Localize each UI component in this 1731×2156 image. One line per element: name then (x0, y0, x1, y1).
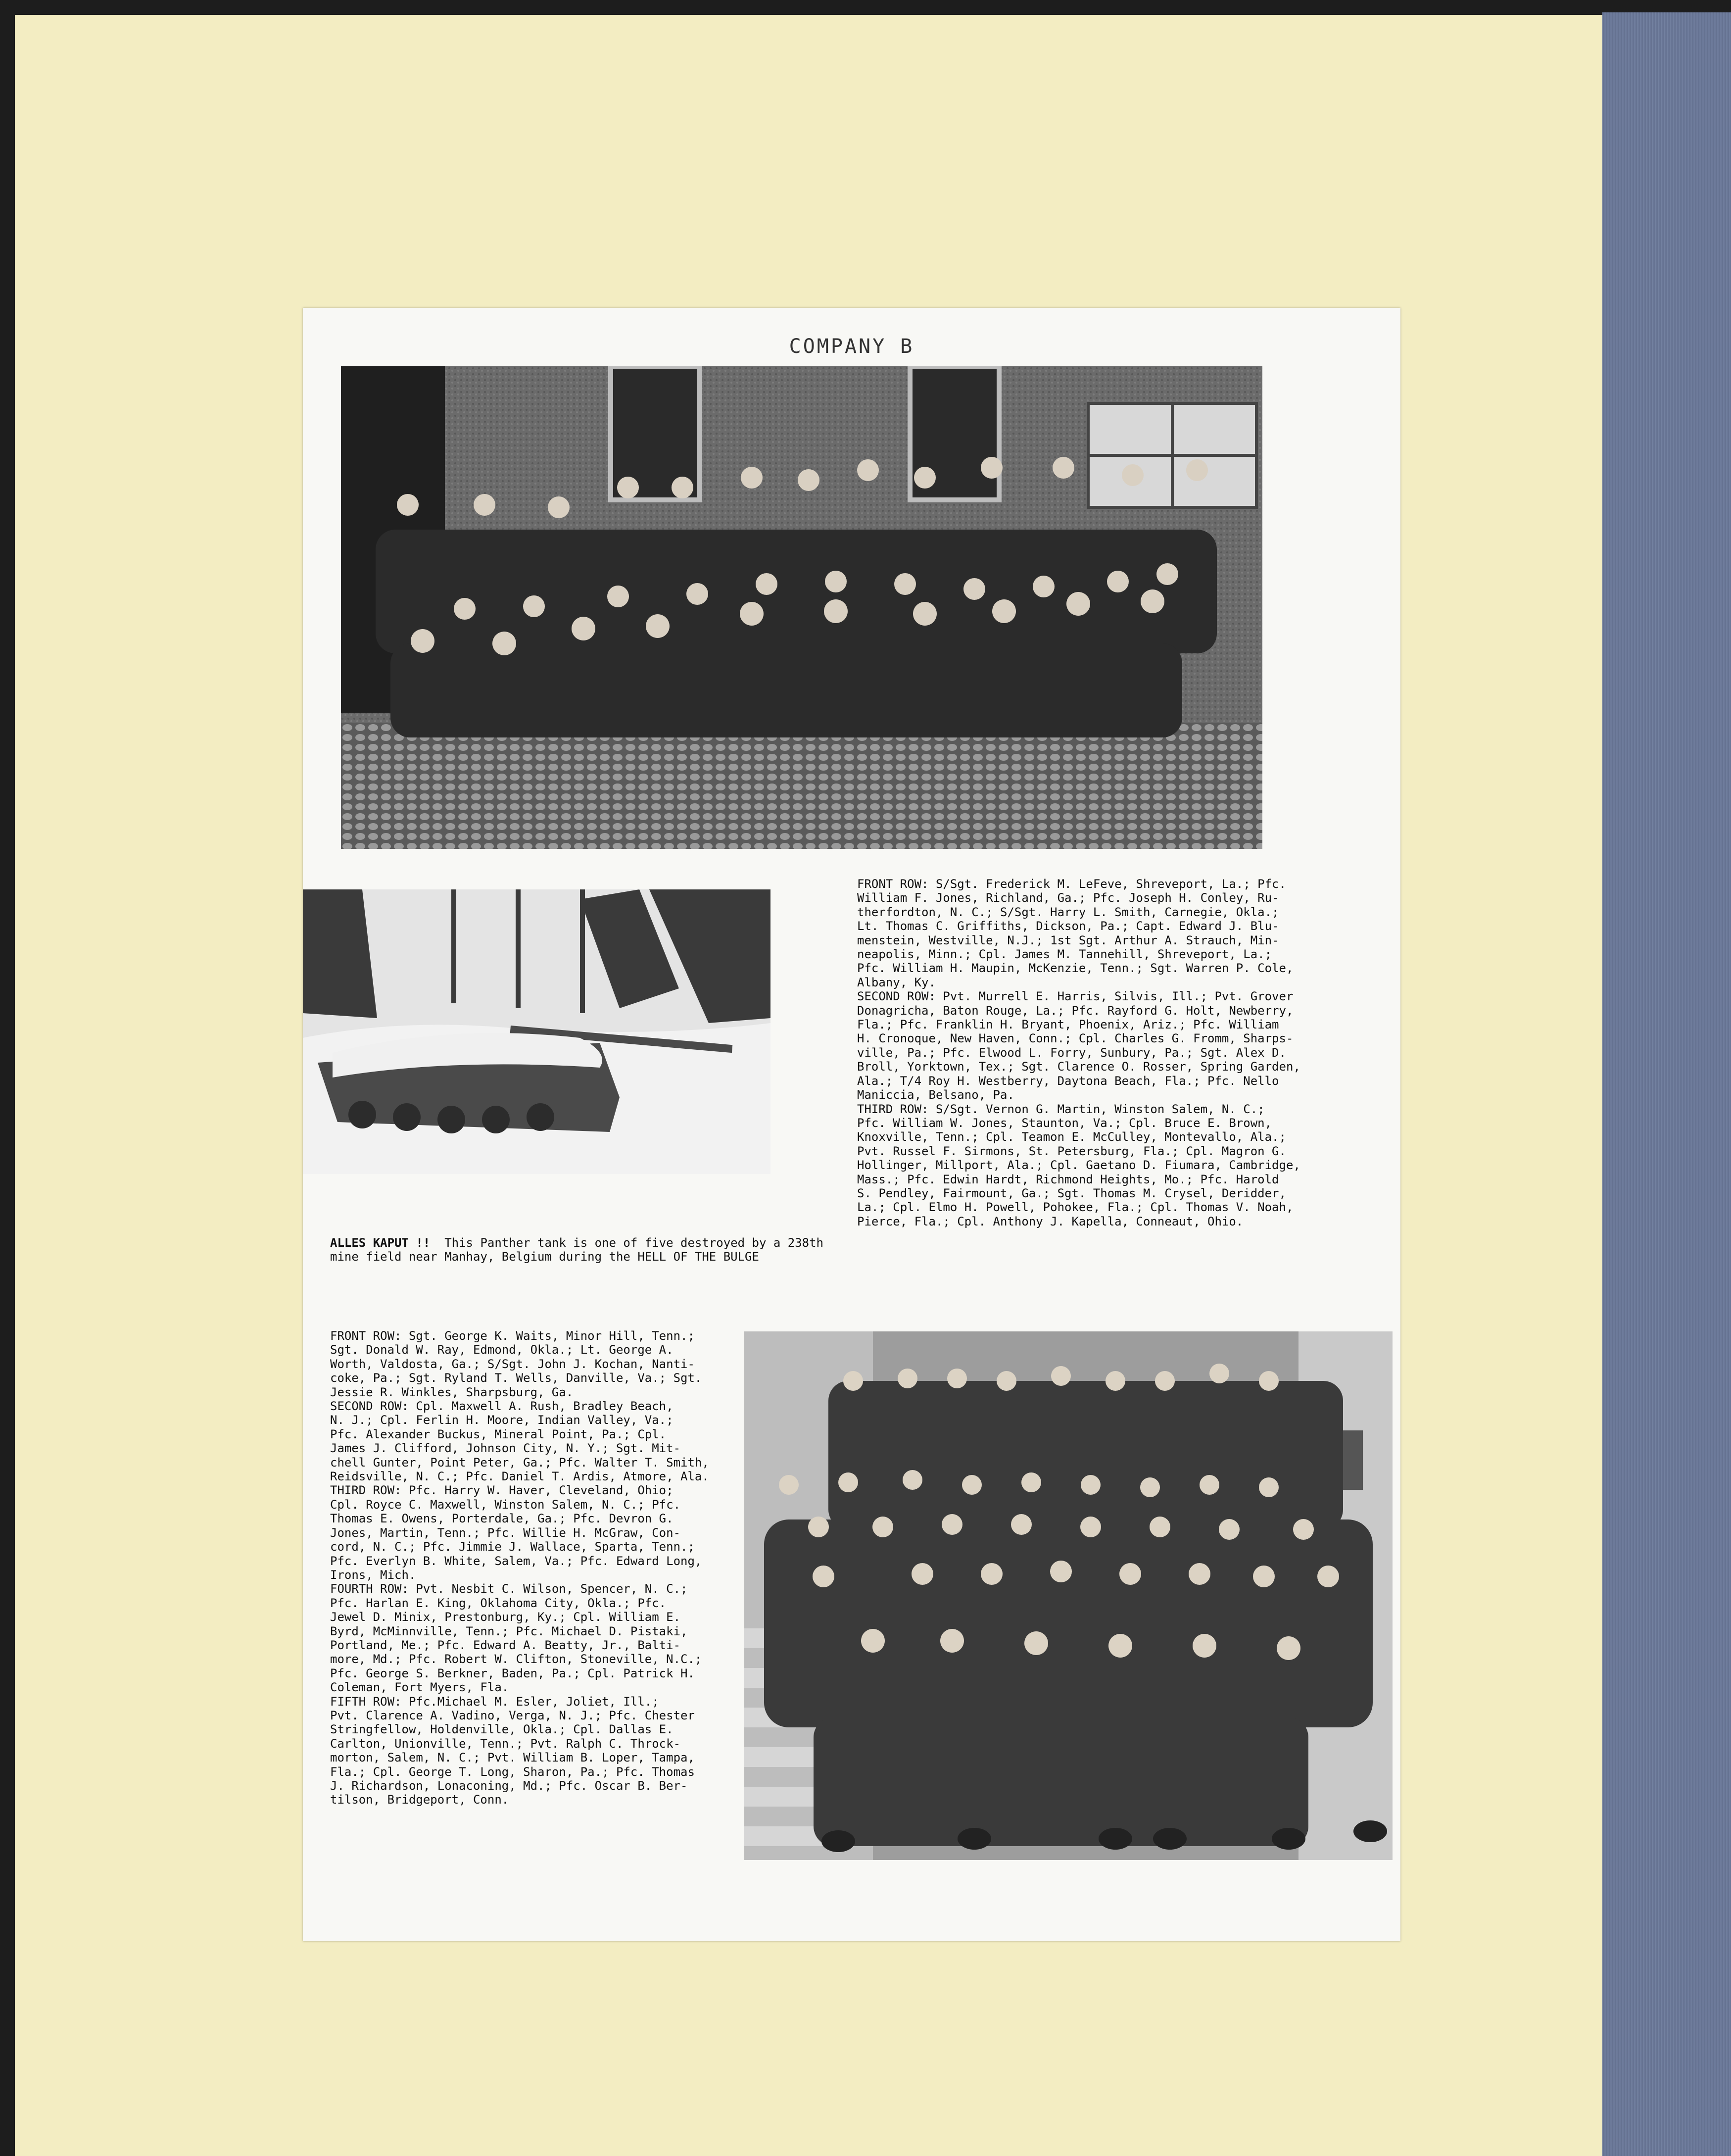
caption-line: J. Richardson, Lonaconing, Md.; Pfc. Oscar B. Ber- (330, 1779, 688, 1793)
caption-line: therfordton, N. C.; S/Sgt. Harry L. Smith, Carnegie, Okla.; (857, 905, 1279, 919)
caption-upper (857, 877, 1300, 1228)
caption-line: Broll, Yorktown, Tex.; Sgt. Clarence O. Rosser, Spring Garden, (857, 1060, 1300, 1074)
tank-caption-line1: This Panther tank is one of five destroyed by a 238th (430, 1236, 824, 1250)
caption-line: Worth, Valdosta, Ga.; S/Sgt. John J. Kochan, Nanti- (330, 1357, 695, 1371)
caption-line: La.; Cpl. Elmo H. Powell, Pohokee, Fla.; Cpl. Thomas V. Noah, (857, 1200, 1294, 1215)
tank-caption (330, 1236, 823, 1264)
caption-line: FRONT ROW: Sgt. George K. Waits, Minor Hill, Tenn.; (330, 1329, 695, 1343)
caption-line: Carlton, Unionville, Tenn.; Pvt. Ralph C. Throck- (330, 1736, 681, 1751)
company-b-group-photo-2 (744, 1331, 1393, 1860)
caption-line: Lt. Thomas C. Griffiths, Dickson, Pa.; Capt. Edward J. Blu- (857, 919, 1279, 933)
caption-line: SECOND ROW: Pvt. Murrell E. Harris, Silvis, Ill.; Pvt. Grover (857, 989, 1294, 1004)
tank-caption-line2: mine field near Manhay, Belgium during the HELL OF THE BULGE (330, 1250, 759, 1264)
caption-line: chell Gunter, Point Peter, Ga.; Pfc. Walter T. Smith, (330, 1455, 709, 1470)
caption-line: Fla.; Cpl. George T. Long, Sharon, Pa.; Pfc. Thomas (330, 1764, 695, 1779)
caption-line: Cpl. Royce C. Maxwell, Winston Salem, N. C.; Pfc. (330, 1497, 681, 1512)
caption-line: Portland, Me.; Pfc. Edward A. Beatty, Jr., Balti- (330, 1638, 681, 1652)
caption-line: ville, Pa.; Pfc. Elwood L. Forry, Sunbury, Pa.; Sgt. Alex D. (857, 1045, 1286, 1060)
caption-line: neapolis, Minn.; Cpl. James M. Tannehill, Shreveport, La.; (857, 947, 1272, 962)
caption-line: Jones, Martin, Tenn.; Pfc. Willie H. McGraw, Con- (330, 1525, 681, 1540)
caption-line: Ala.; T/4 Roy H. Westberry, Daytona Beach, Fla.; Pfc. Nello (857, 1074, 1279, 1088)
caption-line: tilson, Bridgeport, Conn. (330, 1793, 509, 1807)
caption-line: William F. Jones, Richland, Ga.; Pfc. Joseph H. Conley, Ru- (857, 891, 1279, 905)
caption-line: FRONT ROW: S/Sgt. Frederick M. LeFeve, Shreveport, La.; Pfc. (857, 877, 1286, 891)
caption-line: Jewel D. Minix, Prestonburg, Ky.; Cpl. William E. (330, 1610, 681, 1624)
caption-line: SECOND ROW: Cpl. Maxwell A. Rush, Bradley Beach, (330, 1399, 673, 1414)
snow-covered-tank-icon (303, 889, 770, 1174)
caption-line: FOURTH ROW: Pvt. Nesbit C. Wilson, Spencer, N. C.; (330, 1582, 688, 1596)
caption-line: Pvt. Russel F. Sirmons, St. Petersburg, Fla.; Cpl. Magron G. (857, 1144, 1286, 1158)
caption-line: Coleman, Fort Myers, Fla. (330, 1680, 509, 1695)
caption-line: Pfc. Alexander Buckus, Mineral Point, Pa.; Cpl. (330, 1427, 667, 1441)
caption-line: more, Md.; Pfc. Robert W. Clifton, Stoneville, N.C.; (330, 1652, 702, 1666)
tank-caption-lead: ALLES KAPUT !! (330, 1236, 431, 1250)
caption-line: Sgt. Donald W. Ray, Edmond, Okla.; Lt. George A. (330, 1343, 673, 1357)
caption-line: Thomas E. Owens, Porterdale, Ga.; Pfc. Devron G. (330, 1512, 673, 1526)
caption-line: coke, Pa.; Sgt. Ryland T. Wells, Danville, Va.; Sgt. (330, 1371, 702, 1385)
group-photo-soldiers-building-icon (341, 366, 1262, 849)
caption-line: morton, Salem, N. C.; Pvt. William B. Loper, Tampa, (330, 1751, 695, 1765)
panther-tank-photo (303, 889, 770, 1174)
caption-line: THIRD ROW: Pfc. Harry W. Haver, Cleveland, Ohio; (330, 1483, 673, 1498)
caption-line: Maniccia, Belsano, Pa. (857, 1088, 1014, 1102)
caption-line: Albany, Ky. (857, 975, 936, 989)
company-b-group-photo-1 (341, 366, 1262, 849)
caption-line: Knoxville, Tenn.; Cpl. Teamon E. McCulley, Montevallo, Ala.; (857, 1130, 1286, 1144)
page-title: COMPANY B (789, 335, 914, 358)
caption-line: Stringfellow, Holdenville, Okla.; Cpl. Dallas E. (330, 1722, 673, 1737)
caption-line: Pfc. William W. Jones, Staunton, Va.; Cpl. Bruce E. Brown, (857, 1116, 1272, 1130)
caption-line: Pfc. Everlyn B. White, Salem, Va.; Pfc. Edward Long, (330, 1554, 702, 1568)
album-spine (1602, 12, 1731, 2156)
caption-line: THIRD ROW: S/Sgt. Vernon G. Martin, Winston Salem, N. C.; (857, 1102, 1265, 1116)
caption-line: Mass.; Pfc. Edwin Hardt, Richmond Heights, Mo.; Pfc. Harold (857, 1172, 1279, 1186)
caption-line: Hollinger, Millport, Ala.; Cpl. Gaetano D. Fiumara, Cambridge, (857, 1158, 1300, 1173)
group-photo-soldiers-steps-icon (744, 1331, 1393, 1860)
caption-line: Byrd, McMinnville, Tenn.; Pfc. Michael D. Pistaki, (330, 1624, 688, 1638)
caption-line: Pvt. Clarence A. Vadino, Verga, N. J.; Pfc. Chester (330, 1708, 695, 1722)
caption-line: Pfc. Harlan E. King, Oklahoma City, Okla.; Pfc. (330, 1596, 667, 1610)
caption-line: Reidsville, N. C.; Pfc. Daniel T. Ardis, Atmore, Ala. (330, 1470, 709, 1484)
caption-line: James J. Clifford, Johnson City, N. Y.; Sgt. Mit- (330, 1441, 681, 1456)
caption-line: Fla.; Pfc. Franklin H. Bryant, Phoenix, Ariz.; Pfc. William (857, 1018, 1279, 1032)
caption-lower (330, 1329, 709, 1807)
caption-line: Pfc. George S. Berkner, Baden, Pa.; Cpl. Patrick H. (330, 1666, 695, 1680)
caption-line: S. Pendley, Fairmount, Ga.; Sgt. Thomas M. Crysel, Deridder, (857, 1186, 1286, 1200)
caption-line: Donagricha, Baton Rouge, La.; Pfc. Rayford G. Holt, Newberry, (857, 1003, 1294, 1018)
caption-line: FIFTH ROW: Pfc.Michael M. Esler, Joliet, Ill.; (330, 1694, 659, 1709)
caption-line: cord, N. C.; Pfc. Jimmie J. Wallace, Sparta, Tenn.; (330, 1540, 695, 1554)
photo-page (303, 308, 1400, 1941)
caption-line: menstein, Westville, N.J.; 1st Sgt. Arthur A. Strauch, Min- (857, 933, 1279, 947)
caption-line: N. J.; Cpl. Ferlin H. Moore, Indian Valley, Va.; (330, 1413, 673, 1427)
caption-line: Pierce, Fla.; Cpl. Anthony J. Kapella, Conneaut, Ohio. (857, 1214, 1244, 1228)
caption-line: H. Cronoque, New Haven, Conn.; Cpl. Charles G. Fromm, Sharps- (857, 1031, 1294, 1046)
caption-line: Irons, Mich. (330, 1568, 416, 1582)
caption-line: Jessie R. Winkles, Sharpsburg, Ga. (330, 1385, 574, 1399)
caption-line: Pfc. William H. Maupin, McKenzie, Tenn.; Sgt. Warren P. Cole, (857, 961, 1294, 976)
